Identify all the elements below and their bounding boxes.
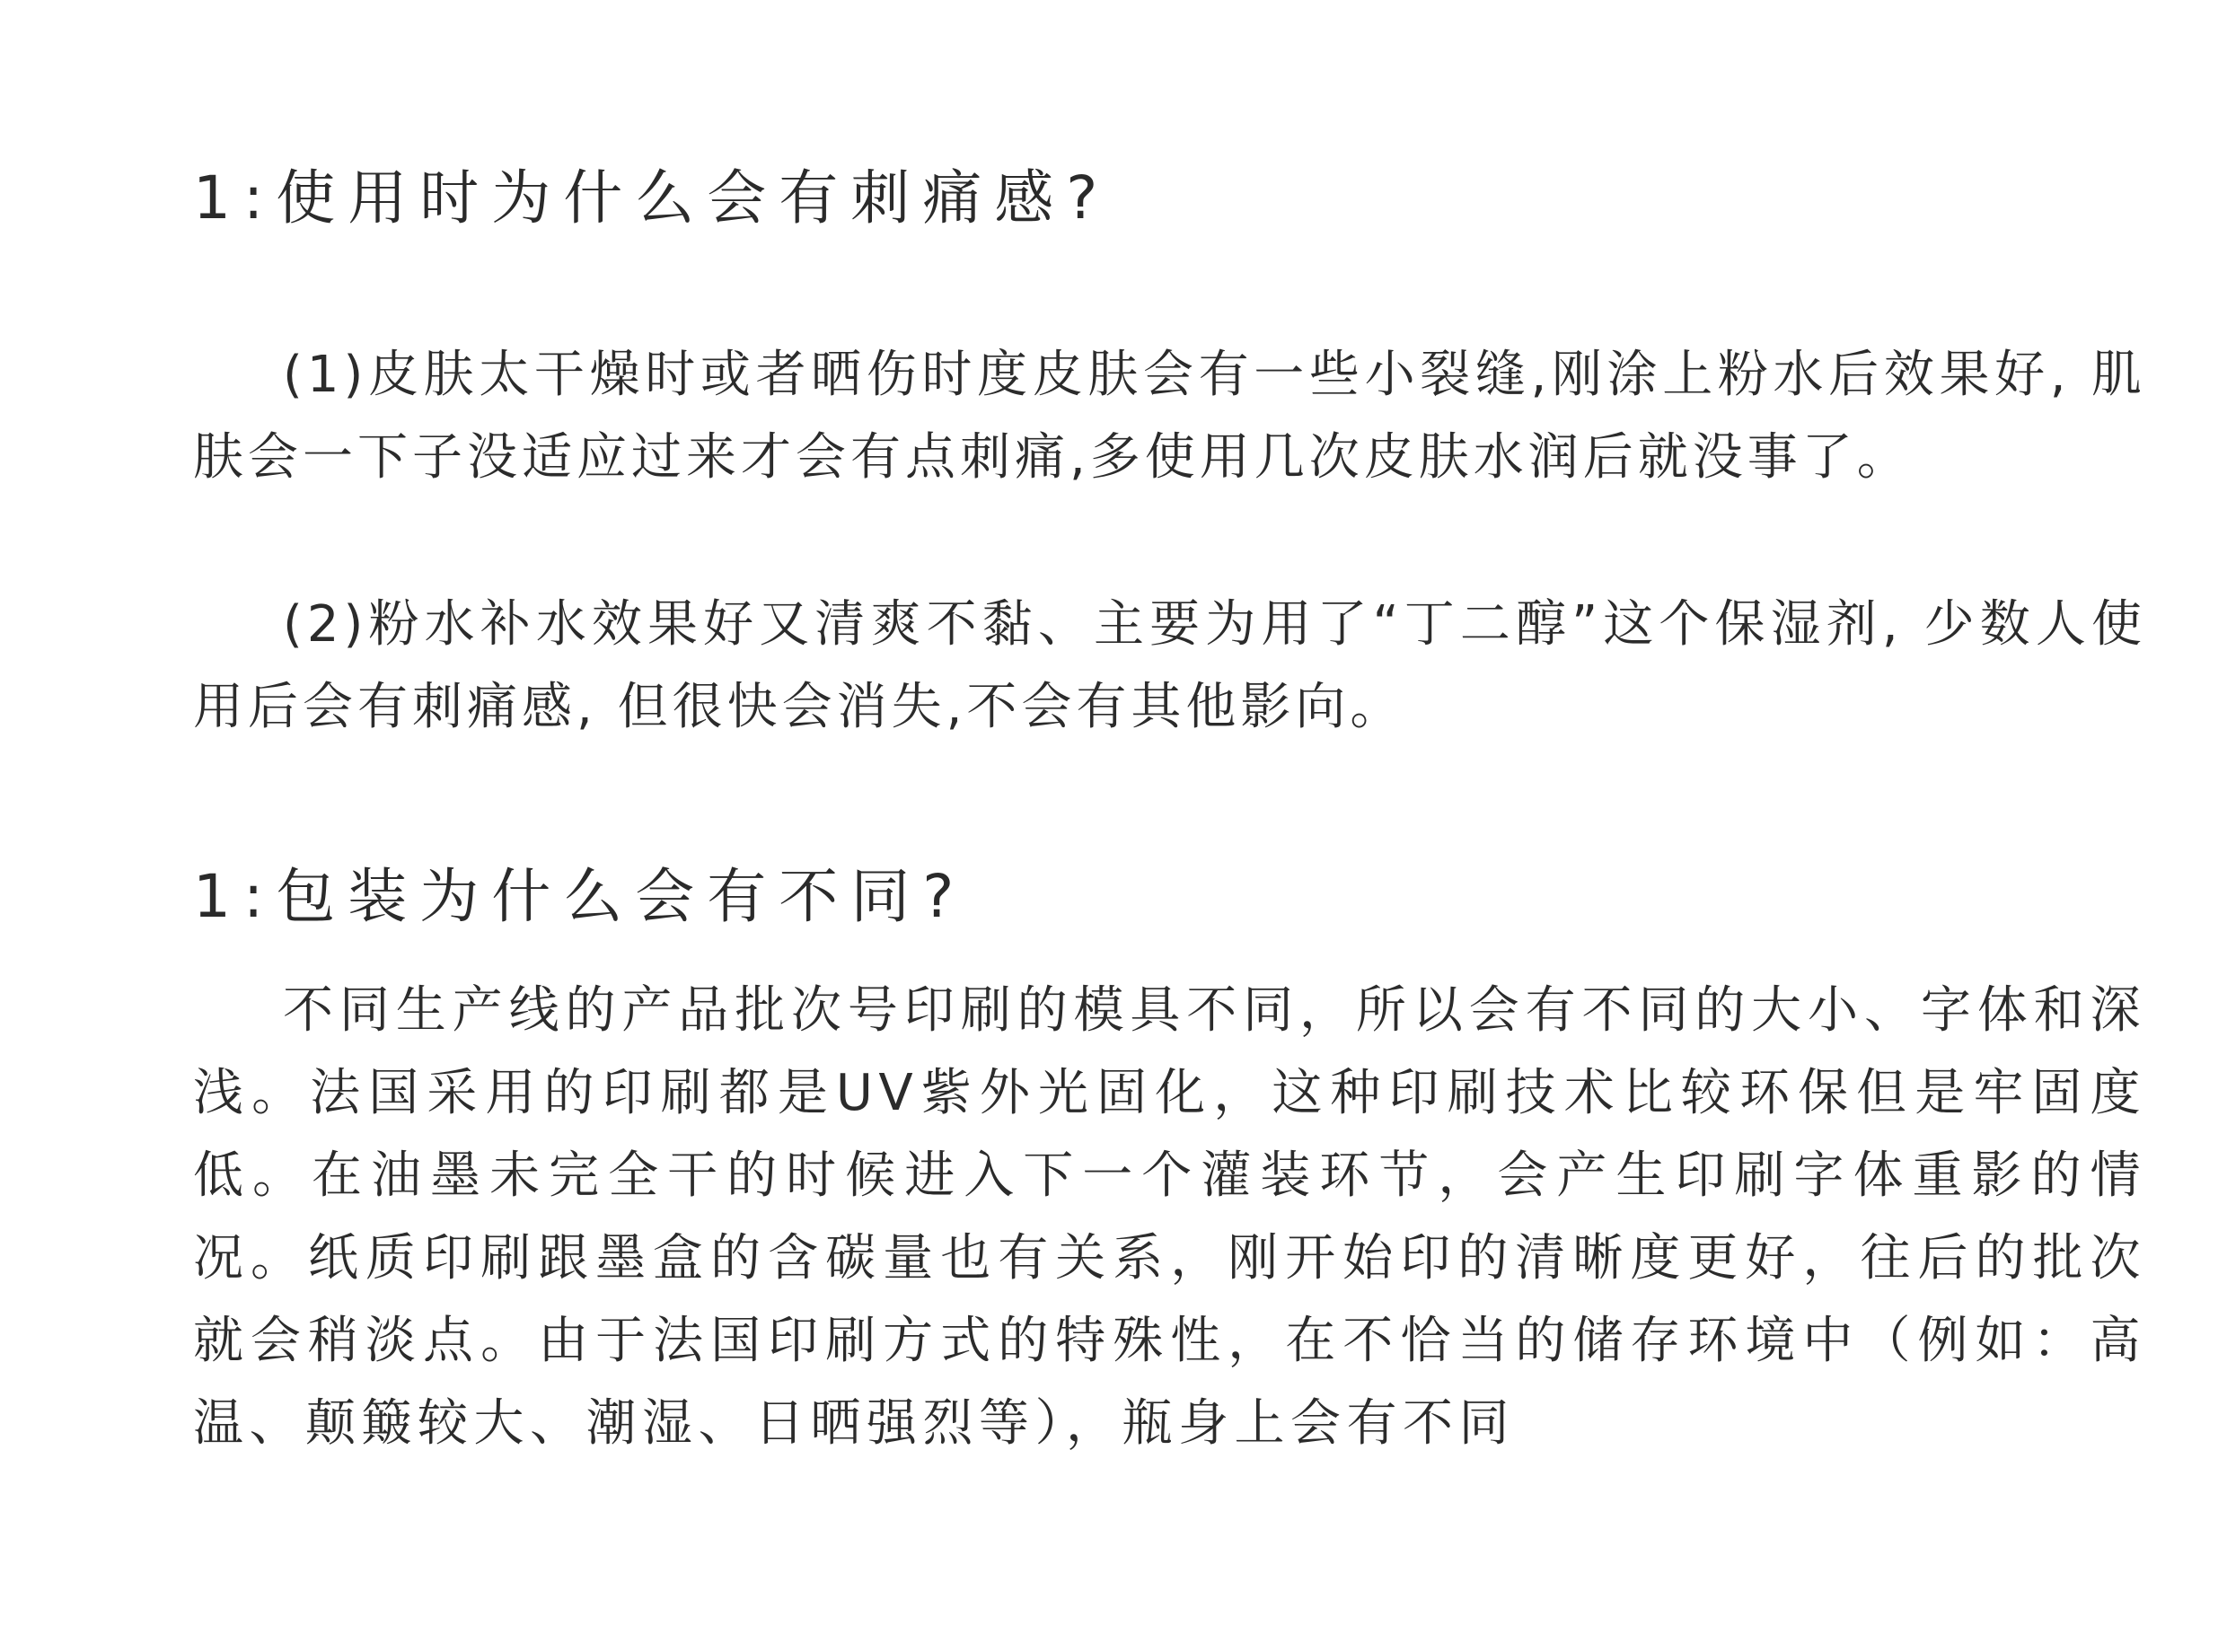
paragraph-butylene-glycol: (2)粉水补水效果好又清爽不黏、主要为用了“丁二醇”这个保湿剂, 少数人使用后会有刺痛感, 但很快会消失,不会有其他影向。 [193, 595, 2146, 736]
section-heading-stinging: 1:使用时为什么会有刺痛感? [193, 163, 1111, 233]
paragraph-dry-skin: (1)皮肤太干燥时或者晒伤时度皮肤会有一些小裂缝,刚涂上粉水后效果好, 肌肤会一下子没适应过来才会有点刺痛,多使用几次皮肤水润后就没事了。 [193, 346, 2146, 487]
paragraph-packaging-printing: 不同生产线的产品批次号印刷的模具不同，所以会有不同的大小、字体和深浅。法国采用的印刷都是UV紫外光固化，这种印刷技术比较环保但是牢固度低。在油墨未完全干的时候进入下一个灌装环节，会产生印刷字体重影的情况。纸质印刷跟墨盒的含碳量也有关系，刚开始印的清晰度更好，往后的批次就会稍淡点。由于法国印刷方式的特殊性，在不恰当的储存环境中（例如：高温、颠簸较大、潮湿、日晒强烈等），瓶身上会有不同 [193, 981, 2146, 1453]
section-heading-packaging: 1:包装为什么会有不同? [193, 862, 967, 931]
